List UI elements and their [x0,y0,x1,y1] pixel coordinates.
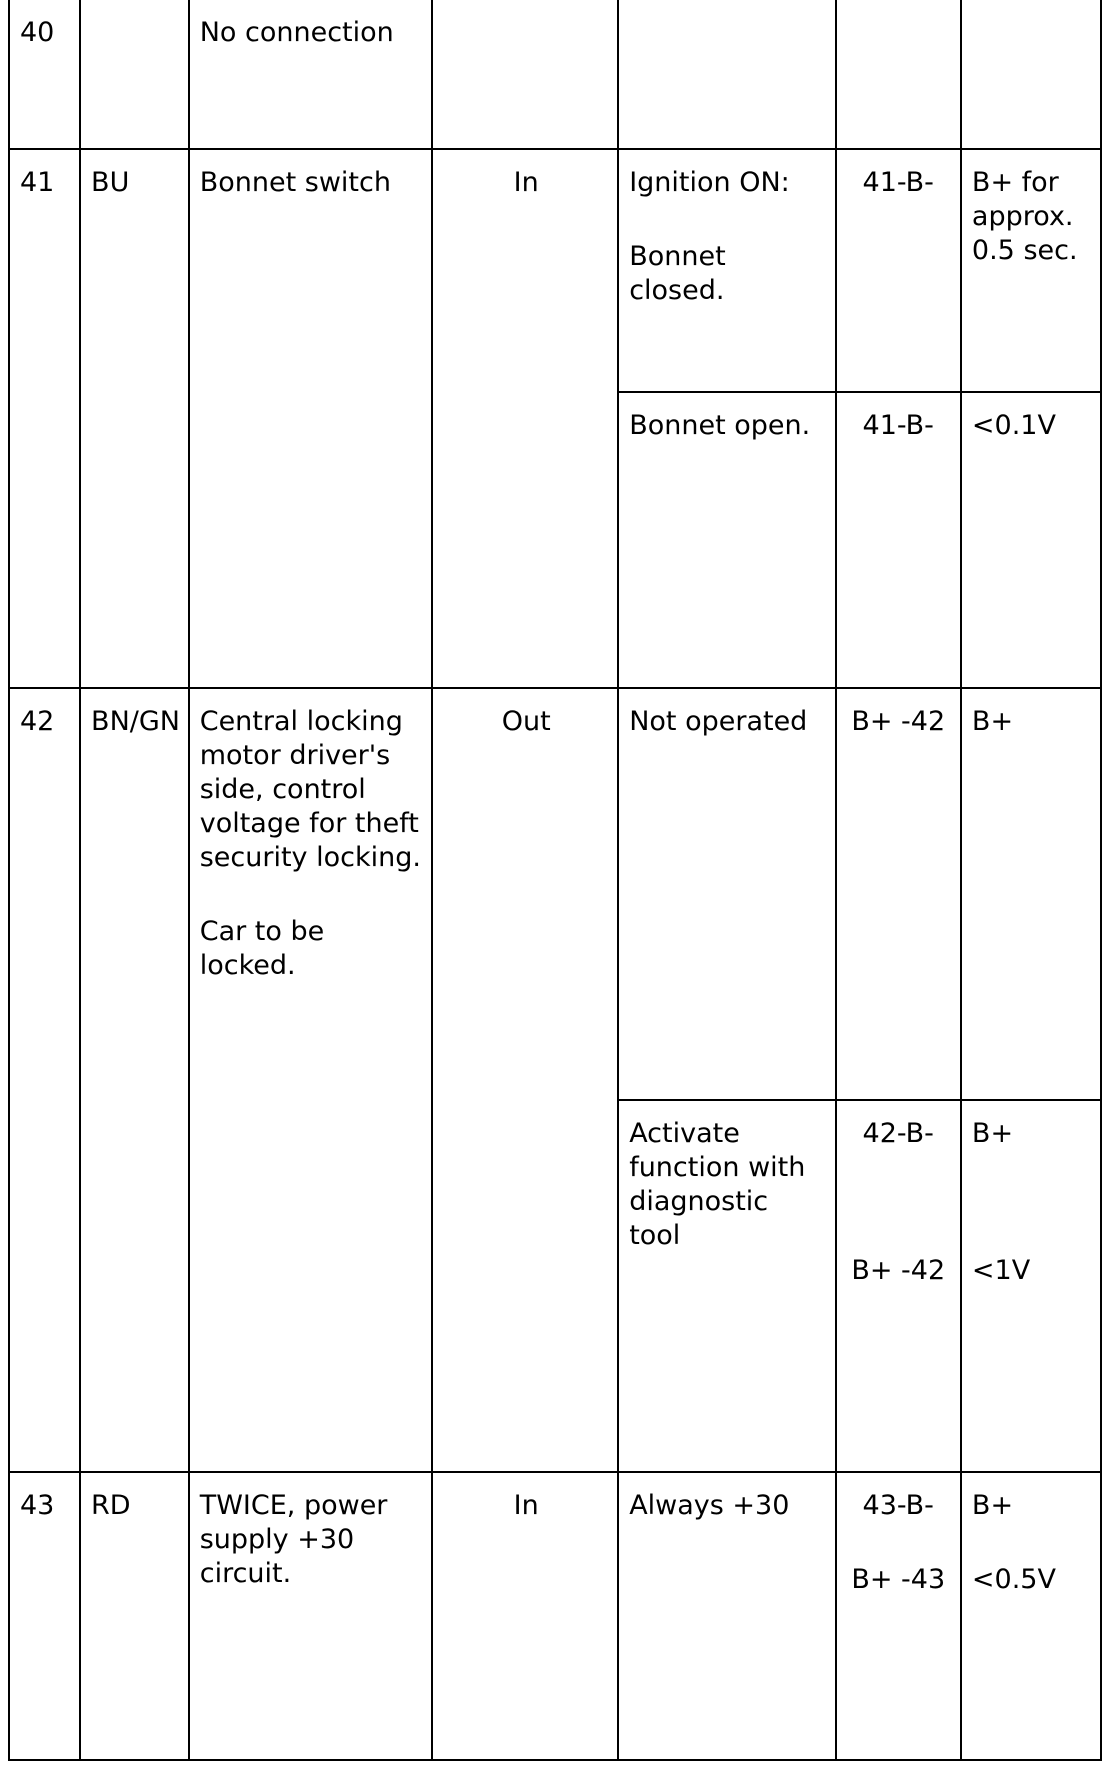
value-cell: B+ for approx. 0.5 sec. [961,149,1101,392]
value-text-2: <0.5V [971,1564,1056,1595]
value-text-2: <1V [971,1255,1031,1286]
value-cell [961,0,1101,149]
pin-number: 43 [9,1472,80,1760]
condition-text-2: Bonnet closed. [629,241,726,306]
table-row-pin-42 [9,688,1101,1100]
table-row-pin-41 [9,149,1101,392]
pin-number: 41 [9,149,80,688]
wire-color: BN/GN [80,688,189,1472]
measure-cell [836,1100,961,1472]
measure-cell: B+ -42 [836,688,961,1100]
pin-description: TWICE, power supply +30 circuit. [189,1472,432,1760]
condition-cell: Always +30 [618,1472,835,1760]
wire-color: RD [80,1472,189,1760]
condition-cell [618,149,835,392]
pin-table [8,0,1102,1761]
measure-text: 43-B- [862,1490,934,1521]
value-cell: <0.1V [961,392,1101,688]
measure-cell [836,1472,961,1760]
value-text: B+ [971,1490,1014,1521]
value-cell: B+ [961,688,1101,1100]
value-cell [961,1472,1101,1760]
pin-description: Bonnet switch [189,149,432,688]
pin-number: 42 [9,688,80,1472]
measure-text-2: B+ -42 [851,1255,946,1286]
signal-direction: In [432,149,618,688]
measure-cell [836,0,961,149]
measure-cell: 41-B- [836,392,961,688]
signal-direction [432,0,618,149]
condition-cell: Bonnet open. [618,392,835,688]
pin-number: 40 [9,0,80,149]
value-cell [961,1100,1101,1472]
signal-direction: Out [432,688,618,1472]
condition-text: Ignition ON: [629,167,790,198]
table-row-pin-43 [9,1472,1101,1760]
condition-cell: Not operated [618,688,835,1100]
pin-description [189,688,432,1472]
description-note: Car to be locked. [199,916,325,981]
pin-description: No connection [189,0,432,149]
wire-color: BU [80,149,189,688]
measure-text-2: B+ -43 [851,1564,946,1595]
table-row-pin-40 [9,0,1101,149]
measure-cell: 41-B- [836,149,961,392]
condition-cell [618,0,835,149]
wire-color [80,0,189,149]
signal-direction: In [432,1472,618,1760]
condition-cell: Activate function with diagnostic tool [618,1100,835,1472]
measure-text: 42-B- [862,1118,934,1149]
description-text: Central locking motor driver's side, control voltage for theft security locking. [199,706,421,873]
value-text: B+ [971,1118,1014,1149]
